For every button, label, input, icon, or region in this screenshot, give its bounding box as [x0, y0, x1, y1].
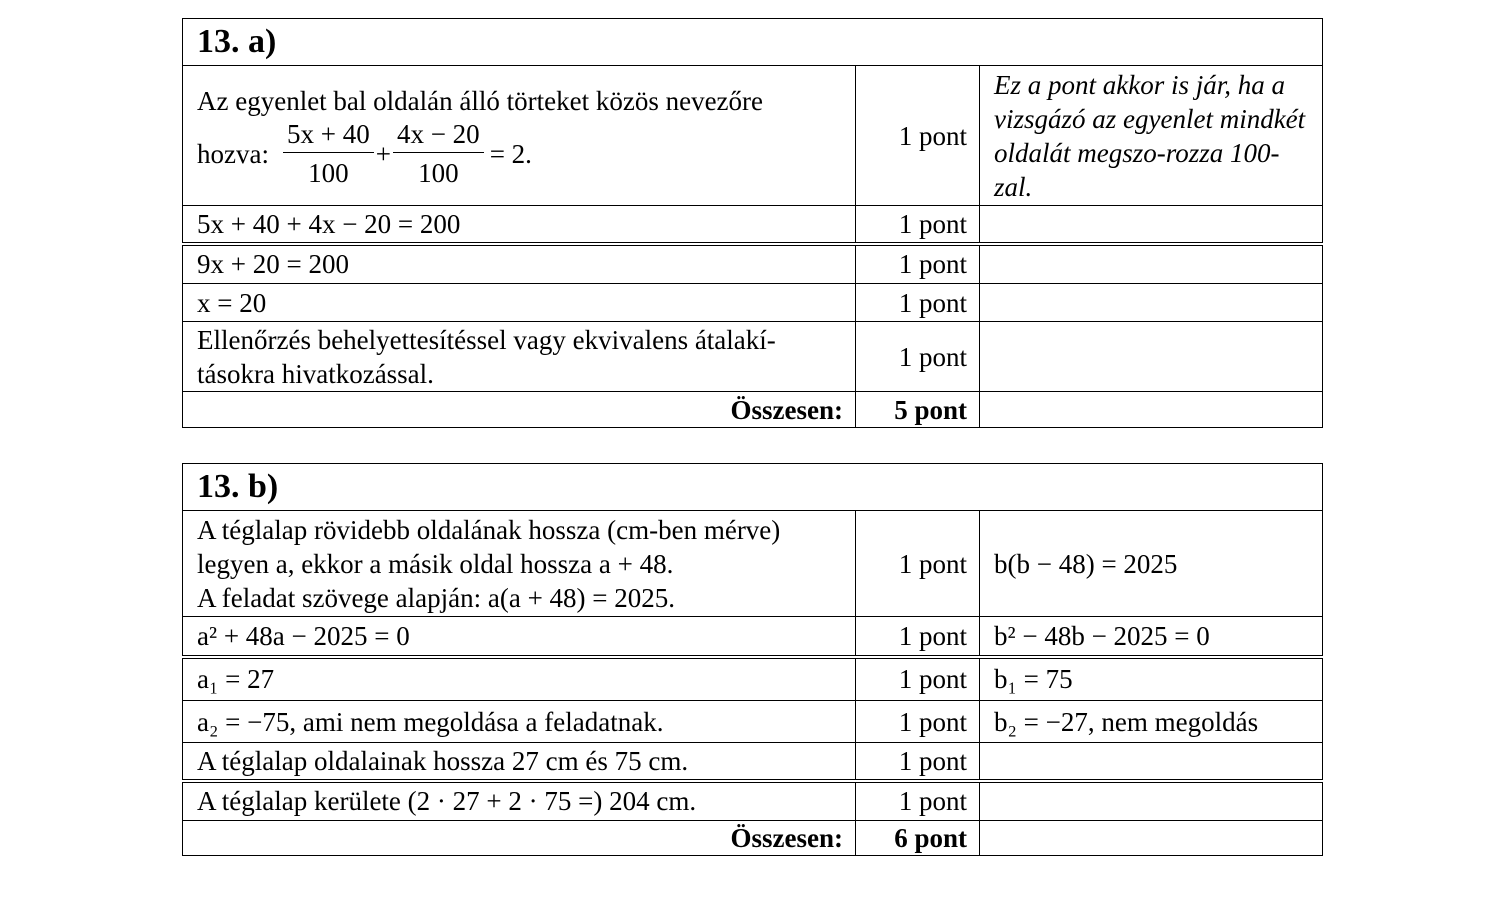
step-equation: 5x + 40 + 4x − 20 = 200 [197, 208, 461, 239]
solution-step [183, 322, 856, 392]
grading-note: b(b − 48) = 2025 [980, 511, 1323, 617]
grading-note: b² − 48b − 2025 = 0 [980, 617, 1323, 657]
step-text: Ellenőrzés behelyettesítéssel vagy ekvivalens átalakí-tásokra hivatkozással. [197, 324, 776, 389]
step-equation: x = 20 [197, 287, 267, 318]
solution-step [183, 66, 856, 206]
operator: + [375, 138, 391, 169]
solution-step [183, 244, 856, 284]
step-text: a₂ = −75, ami nem megoldása a feladatnak. [197, 706, 664, 737]
step-equation: a₁ = 27 [197, 664, 275, 695]
solution-step [183, 657, 856, 701]
total-points: 6 pont [856, 821, 980, 856]
points-cell: 1 pont [856, 244, 980, 284]
points-cell: 1 pont [856, 701, 980, 743]
fraction-denominator: 100 [418, 158, 459, 188]
solution-step [183, 206, 856, 244]
total-label: Összesen: [183, 392, 856, 428]
points-cell: 1 pont [856, 657, 980, 701]
points-cell: 1 pont [856, 284, 980, 322]
fraction [283, 118, 374, 189]
total-points: 5 pont [856, 392, 980, 428]
grading-note [980, 244, 1323, 284]
solution-step [183, 617, 856, 657]
fraction-numerator: 4x − 20 [393, 118, 484, 153]
solution-step [183, 743, 856, 781]
grading-note: b₁ = 75 [980, 657, 1323, 701]
grading-note: Ez a pont akkor is jár, ha a vizsgázó az egyenlet mindkét oldalát megszo-rozza 100-zal. [980, 66, 1323, 206]
step-text: A téglalap kerülete (2 · 27 + 2 · 75 =) 204 cm. [197, 786, 697, 817]
section-title: 13. a) [183, 19, 1323, 66]
solution-step [183, 284, 856, 322]
grading-note [980, 781, 1323, 821]
grading-note [980, 284, 1323, 322]
step-text-line: A téglalap rövidebb oldalának hossza (cm-ben mérve) [197, 514, 781, 545]
grading-note [980, 392, 1323, 428]
points-cell: 1 pont [856, 781, 980, 821]
grading-table-13a [182, 18, 1323, 428]
step-equation: a² + 48a − 2025 = 0 [197, 620, 410, 651]
solution-step [183, 701, 856, 743]
fraction-denominator: 100 [308, 158, 349, 188]
step-text-line: legyen a, ekkor a másik oldal hossza a + 48. [197, 548, 674, 579]
grading-note [980, 322, 1323, 392]
solution-step [183, 511, 856, 617]
points-cell: 1 pont [856, 322, 980, 392]
grading-note: b₂ = −27, nem megoldás [980, 701, 1323, 743]
points-cell: 1 pont [856, 511, 980, 617]
step-text-prefix: hozva: [197, 138, 269, 169]
grading-note [980, 821, 1323, 856]
section-title: 13. b) [183, 464, 1323, 511]
step-text-line: Az egyenlet bal oldalán álló törteket közös nevezőre [197, 86, 764, 116]
grading-note [980, 206, 1323, 244]
points-cell: 1 pont [856, 617, 980, 657]
equation-tail: = 2. [489, 138, 532, 169]
step-text-line: A feladat szövege alapján: a(a + 48) = 2025. [197, 582, 676, 613]
step-equation: 9x + 20 = 200 [197, 249, 349, 280]
fraction-numerator: 5x + 40 [283, 118, 374, 153]
points-cell: 1 pont [856, 206, 980, 244]
fraction [393, 118, 484, 189]
solution-step [183, 781, 856, 821]
step-text: A téglalap oldalainak hossza 27 cm és 75 cm. [197, 745, 689, 776]
points-cell: 1 pont [856, 743, 980, 781]
grading-note [980, 743, 1323, 781]
grading-table-13b [182, 463, 1323, 856]
points-cell: 1 pont [856, 66, 980, 206]
total-label: Összesen: [183, 821, 856, 856]
